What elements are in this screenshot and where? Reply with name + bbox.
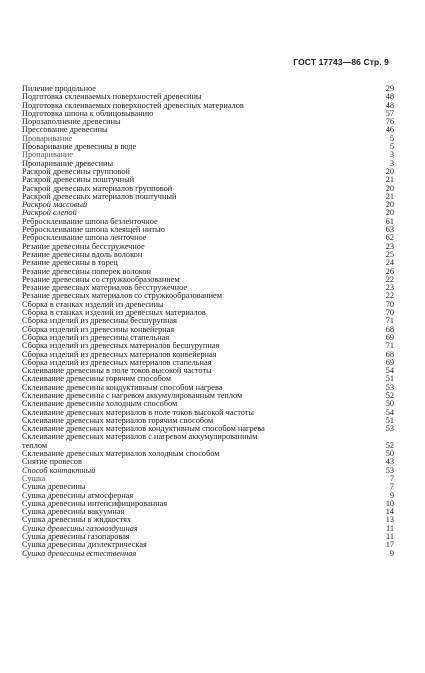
- index-entry: [22, 193, 394, 201]
- entry-page: 70: [385, 308, 394, 318]
- entry-term: Пропаривание древесины: [22, 159, 114, 168]
- entry-term: Резание древесины поперек волокон: [22, 267, 151, 276]
- entry-page: 52: [385, 390, 394, 400]
- entry-page: 23: [385, 283, 394, 293]
- index-entry: [22, 85, 394, 93]
- entry-page: 7: [389, 473, 394, 483]
- entry-page: 20: [385, 166, 394, 176]
- index-entry: [22, 326, 394, 334]
- index-entry: [22, 550, 394, 558]
- entry-page: 10: [385, 498, 394, 508]
- index-entry: [22, 384, 394, 392]
- entry-term: Сборка изделий из древесных материалов бесшурупная: [22, 342, 220, 351]
- entry-page: 43: [385, 457, 394, 467]
- entry-term: Сборка изделий из древесины бесшурупная: [22, 317, 177, 326]
- index-entry: [22, 168, 394, 176]
- index-entry: [22, 143, 394, 151]
- entry-term: Раскрой древесины групповой: [22, 167, 130, 176]
- entry-page: 48: [385, 100, 394, 110]
- entry-term: Резание древесных материалов бесстружечное: [22, 284, 188, 293]
- entry-page: 54: [385, 407, 394, 417]
- index-entry: [22, 176, 394, 184]
- index-entry: [22, 516, 394, 524]
- entry-term: Склеивание древесных материалов с нагревом аккумулированным: [22, 433, 258, 442]
- entry-term: Склеивание древесины кондуктивным способом нагрева: [22, 383, 223, 392]
- entry-term: Подготовка склеиваемых поверхностей древесных материалов: [22, 101, 244, 110]
- entry-page: 62: [385, 233, 394, 243]
- entry-page: 50: [385, 399, 394, 409]
- index-entry: [22, 359, 394, 367]
- index-entry: [22, 400, 394, 408]
- entry-page: 11: [386, 532, 394, 542]
- entry-page: 69: [385, 332, 394, 342]
- entry-page: 68: [385, 324, 394, 334]
- entry-term: Раскрой древесных материалов поштучный: [22, 192, 177, 201]
- entry-term: Склеивание древесных материалов холодным способом: [22, 450, 220, 459]
- entry-term: Проваривание древесины в воде: [22, 143, 137, 152]
- index-entry: [22, 126, 394, 134]
- entry-page: 53: [385, 382, 394, 392]
- entry-page: 57: [385, 108, 394, 118]
- index-entry: [22, 135, 394, 143]
- index-entry: [22, 375, 394, 383]
- index-entry: [22, 508, 394, 516]
- entry-page: 61: [385, 216, 394, 226]
- index-entry: [22, 392, 394, 400]
- entry-term: Сушка древесины газовоздушная: [22, 524, 138, 533]
- index-entry: [22, 201, 394, 209]
- index-entry: [22, 533, 394, 541]
- entry-page: 52: [385, 440, 394, 450]
- gost-number: ГОСТ 17743—86: [293, 57, 361, 67]
- index-entry: [22, 467, 394, 475]
- entry-page: 70: [385, 299, 394, 309]
- index-list: [22, 85, 394, 558]
- index-entry: [22, 284, 394, 292]
- entry-term: Резание древесины вдоль волокон: [22, 250, 143, 259]
- index-entry: [22, 185, 394, 193]
- entry-term: Сборка изделий из древесных материалов стапельная: [22, 358, 212, 367]
- entry-term: Сборка изделий из древесины стапельная: [22, 333, 170, 342]
- entry-term: Сборка в станках изделий из древесных материалов: [22, 309, 206, 318]
- entry-page: 24: [385, 258, 394, 268]
- entry-term: Сборка изделий из древесины конвейерная: [22, 325, 175, 334]
- index-entry: [22, 209, 394, 217]
- page-number: Стр. 9: [363, 57, 389, 67]
- index-entry: [22, 234, 394, 242]
- index-entry: [22, 93, 394, 101]
- entry-page: 26: [385, 266, 394, 276]
- entry-page: 71: [385, 316, 394, 326]
- entry-page: 22: [385, 274, 394, 284]
- index-entry: [22, 342, 394, 350]
- entry-term: Резание древесины со стружкообразованием: [22, 275, 180, 284]
- entry-term: Резание древесины в торец: [22, 259, 118, 268]
- index-entry: [22, 409, 394, 417]
- entry-page: 48: [385, 92, 394, 102]
- index-entry: [22, 259, 394, 267]
- index-entry: [22, 226, 394, 234]
- index-entry: [22, 367, 394, 375]
- entry-term: Порозаполнение древесины: [22, 118, 121, 127]
- entry-page: 68: [385, 349, 394, 359]
- entry-term: Склеивание древесины холодным способом: [22, 400, 178, 409]
- entry-term: Склеивание древесины в поле токов высокой частоты: [22, 367, 212, 376]
- entry-page: 20: [385, 183, 394, 193]
- entry-term: Раскрой массовый: [22, 201, 88, 210]
- index-entry: [22, 151, 394, 159]
- entry-term: Прессование древесины: [22, 126, 108, 135]
- entry-page: 20: [385, 208, 394, 218]
- entry-page: 11: [386, 523, 394, 533]
- index-entry: [22, 102, 394, 110]
- entry-page: 51: [385, 374, 394, 384]
- index-entry: [22, 483, 394, 491]
- entry-term: Резание древесины бесстружечное: [22, 242, 145, 251]
- entry-page: 51: [385, 415, 394, 425]
- entry-term: Ребросклеивание шпона клеящей нитью: [22, 226, 165, 235]
- entry-term: Сушка древесины естественная: [22, 549, 137, 558]
- entry-page: 25: [385, 249, 394, 259]
- entry-term: Склеивание древесных материалов в поле токов высокой частоты: [22, 408, 254, 417]
- entry-page: 76: [385, 117, 394, 127]
- entry-term: Снятие провесов: [22, 458, 82, 467]
- index-entry: [22, 276, 394, 284]
- index-entry: [22, 334, 394, 342]
- page-header: [293, 57, 389, 67]
- entry-page: 63: [385, 225, 394, 235]
- entry-term: Сушка древесины интенсифицированная: [22, 499, 168, 508]
- entry-page: 53: [385, 465, 394, 475]
- index-entry: [22, 475, 394, 483]
- index-entry: [22, 492, 394, 500]
- entry-page: 9: [389, 490, 394, 500]
- entry-term: Способ контактный: [22, 466, 96, 475]
- entry-term: Резание древесных материалов со стружкообразованием: [22, 292, 222, 301]
- entry-term: Сушка древесины: [22, 483, 86, 492]
- entry-page: 7: [389, 482, 394, 492]
- entry-term: Раскрой древесины поштучный: [22, 176, 135, 185]
- entry-term: Сборка в станках изделий из древесины: [22, 300, 164, 309]
- entry-page: 50: [385, 449, 394, 459]
- entry-page: 3: [389, 150, 394, 160]
- entry-term: Пиление продольное: [22, 85, 96, 93]
- entry-term: Пропаривание: [22, 151, 74, 160]
- entry-page: 46: [385, 125, 394, 135]
- entry-page: 69: [385, 357, 394, 367]
- entry-page: 21: [385, 191, 394, 201]
- entry-term: Сушка: [22, 474, 46, 483]
- entry-page: 22: [385, 291, 394, 301]
- index-entry: [22, 525, 394, 533]
- entry-term: Склеивание древесных материалов кондуктивным способом нагрева: [22, 425, 265, 434]
- entry-term: Подготовка склеиваемых поверхностей древесины: [22, 93, 202, 102]
- entry-term: Ребросклеивание шпона безленточное: [22, 217, 158, 226]
- index-entry: [22, 309, 394, 317]
- entry-page: 17: [385, 540, 394, 550]
- entry-term: теплом: [22, 441, 48, 450]
- index-entry: [22, 500, 394, 508]
- entry-term: Раскрой слепой: [22, 209, 77, 218]
- index-entry: [22, 317, 394, 325]
- entry-term: Склеивание древесины горячим способом: [22, 375, 171, 384]
- entry-page: 13: [385, 515, 394, 525]
- index-entry: [22, 251, 394, 259]
- entry-page: 29: [385, 84, 394, 93]
- entry-page: 5: [389, 142, 394, 152]
- entry-page: 23: [385, 241, 394, 251]
- entry-term: Подготовка шпона к облицовыванию: [22, 109, 154, 118]
- index-entry: [22, 433, 394, 441]
- index-entry: [22, 160, 394, 168]
- index-entry: [22, 301, 394, 309]
- entry-page: 9: [389, 548, 394, 558]
- entry-term: Склеивание древесных материалов горячим способом: [22, 416, 214, 425]
- entry-term: Сушка древесины в жидкостях: [22, 516, 132, 525]
- index-entry: [22, 118, 394, 126]
- entry-term: Ребросклеивание шпона ленточное: [22, 234, 147, 243]
- entry-page: 14: [385, 507, 394, 517]
- entry-page: 21: [385, 175, 394, 185]
- index-entry: [22, 110, 394, 118]
- index-entry: [22, 218, 394, 226]
- index-entry: [22, 292, 394, 300]
- entry-term: Проваривание: [22, 134, 73, 143]
- index-entry: [22, 268, 394, 276]
- entry-term: Сушка древесины вакуумная: [22, 508, 125, 517]
- index-entry: [22, 442, 394, 450]
- entry-term: Сушка древесины газопаровая: [22, 533, 130, 542]
- index-entry: [22, 417, 394, 425]
- entry-page: 5: [389, 133, 394, 143]
- entry-page: 20: [385, 200, 394, 210]
- index-entry: [22, 351, 394, 359]
- index-entry: [22, 450, 394, 458]
- entry-term: Склеивание древесины с нагревом аккумулированным теплом: [22, 391, 243, 400]
- entry-page: 3: [389, 158, 394, 168]
- entry-term: Сушка древесины атмосферная: [22, 491, 134, 500]
- index-entry: [22, 425, 394, 433]
- index-entry: [22, 541, 394, 549]
- entry-page: 71: [385, 341, 394, 351]
- entry-term: Сушка древесины диэлектрическая: [22, 541, 147, 550]
- index-entry: [22, 458, 394, 466]
- entry-term: Сборка изделий из древесных материалов конвейерная: [22, 350, 217, 359]
- entry-term: Раскрой древесных материалов групповой: [22, 184, 173, 193]
- index-entry: [22, 243, 394, 251]
- entry-page: 54: [385, 366, 394, 376]
- entry-page: 53: [385, 424, 394, 434]
